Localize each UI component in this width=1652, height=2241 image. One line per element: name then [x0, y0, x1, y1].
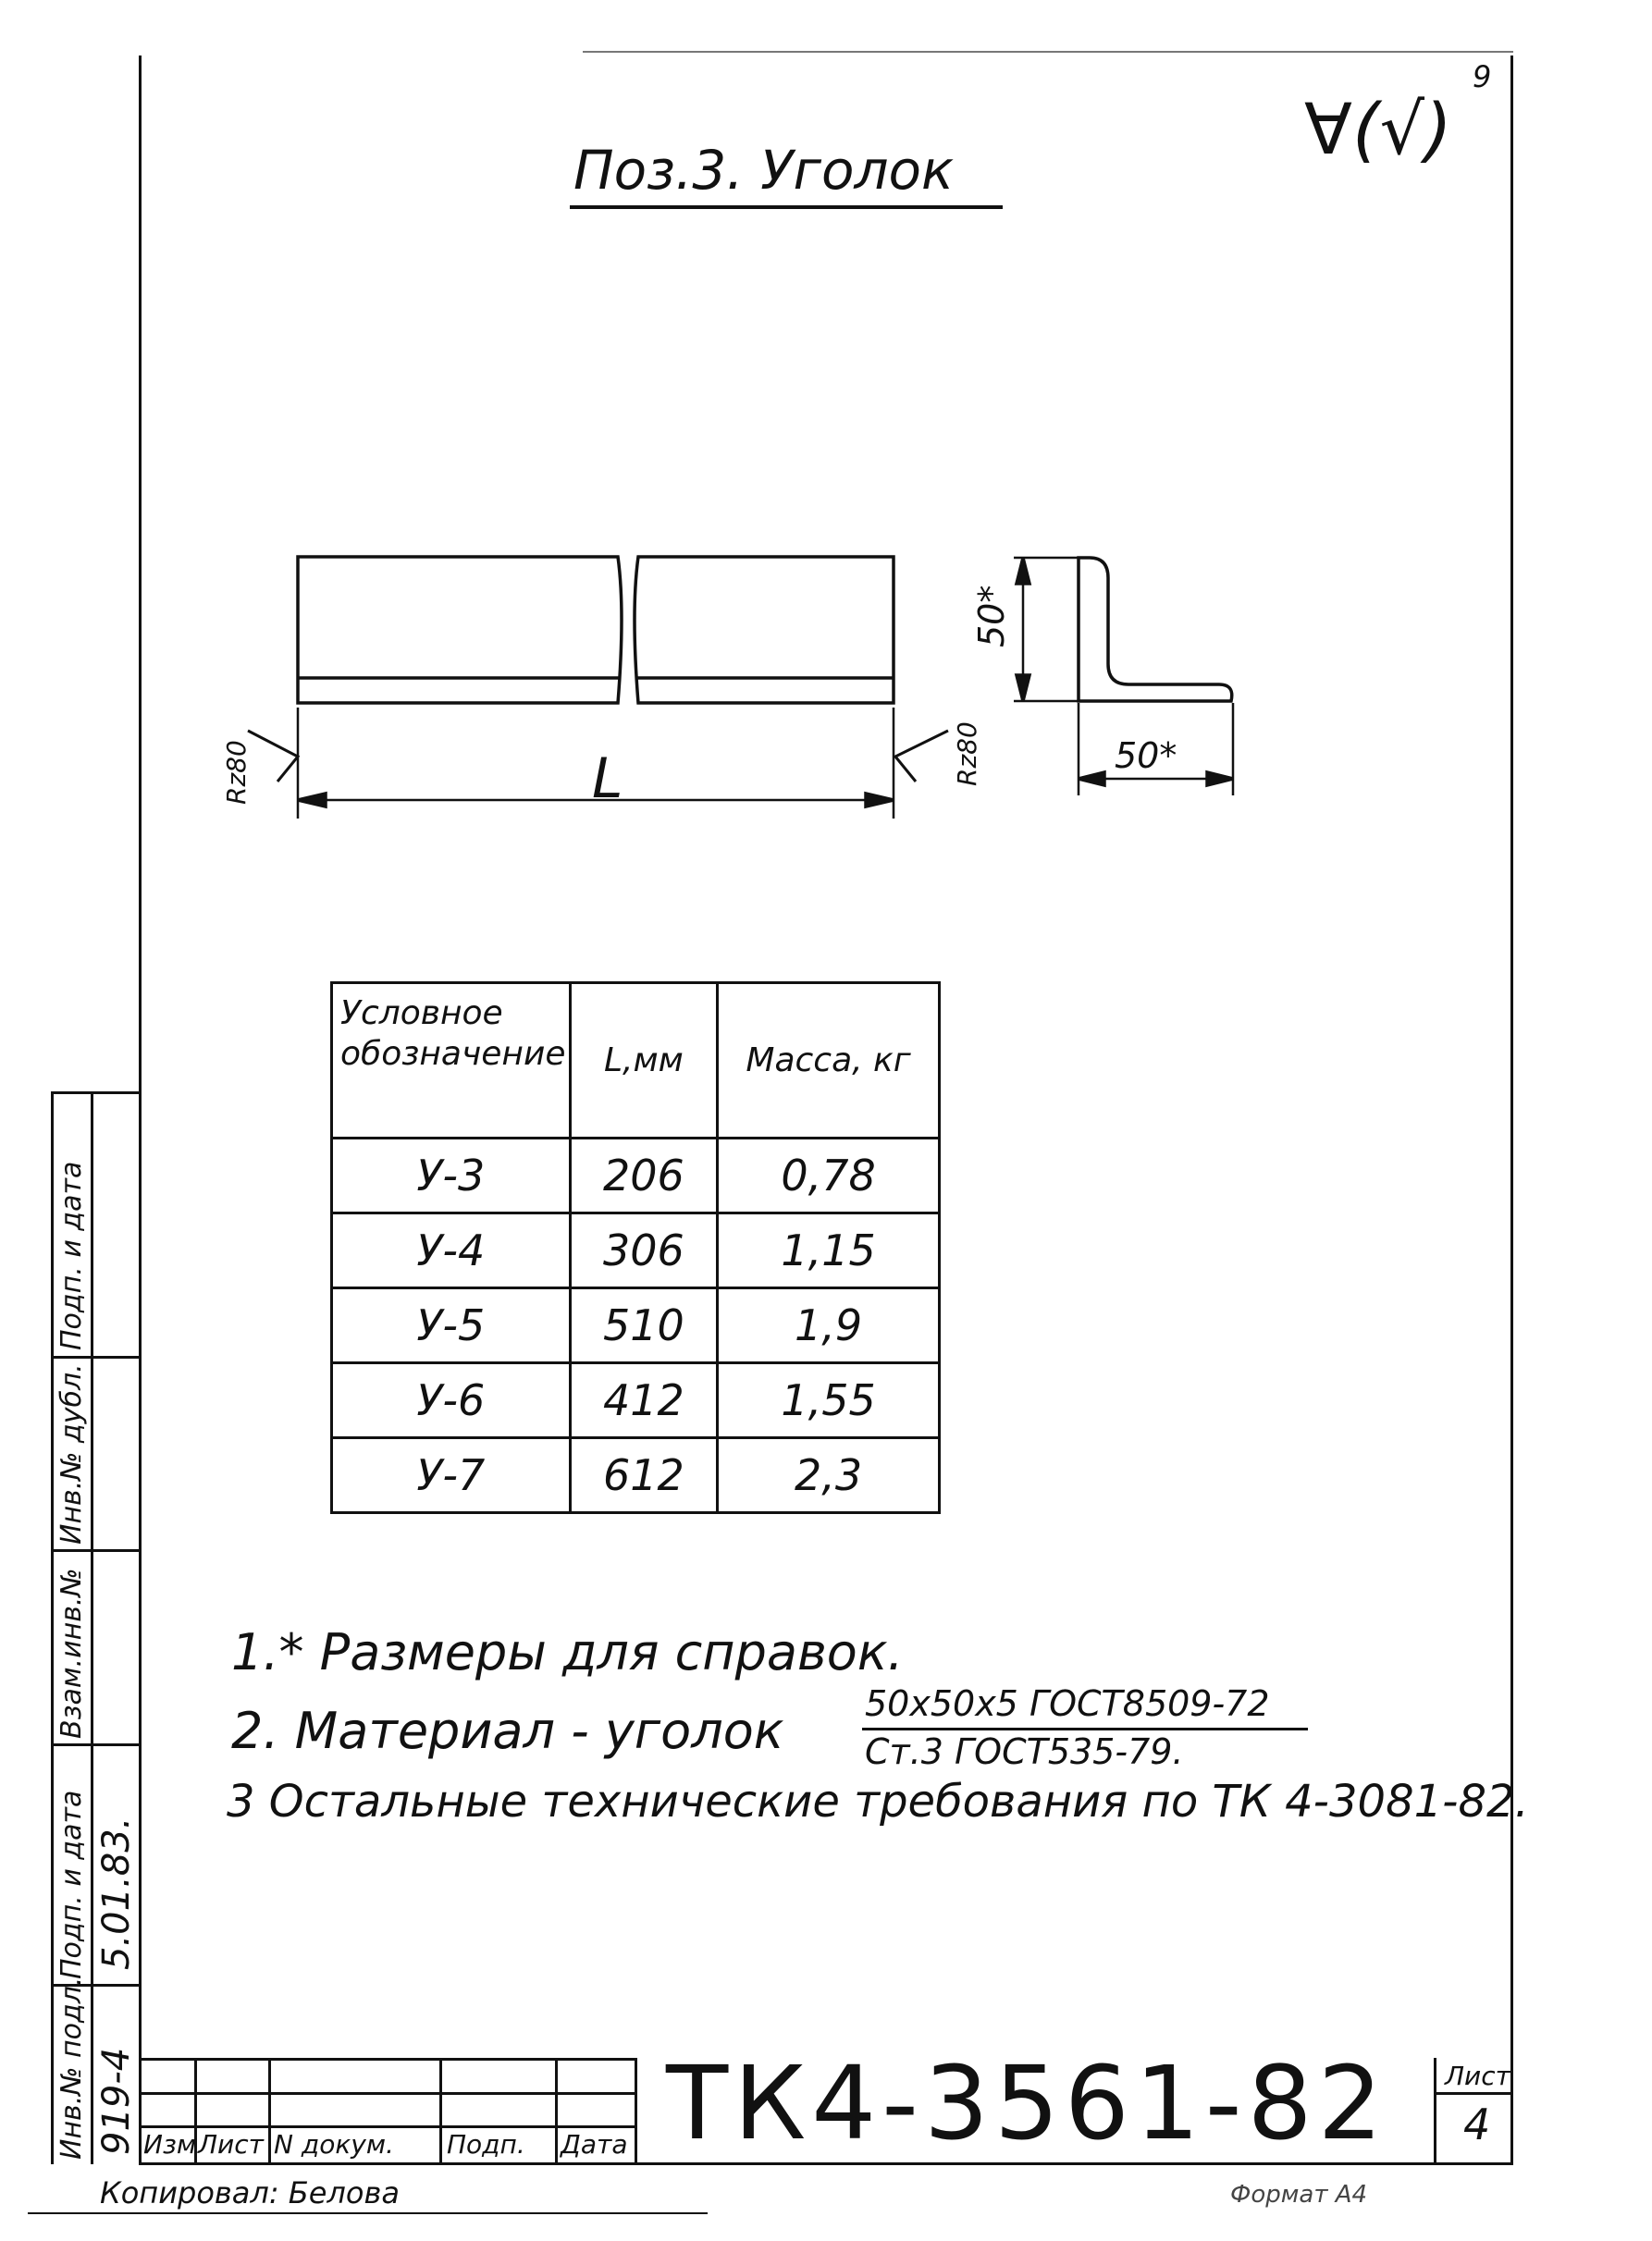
copied-by: Копировал: Белова [100, 2175, 400, 2210]
table-header-row [332, 983, 940, 1139]
header-mass: Масса, кг [718, 983, 940, 1139]
roughness-right: Rz80 [952, 721, 982, 786]
length-label: L [592, 746, 623, 811]
side-label-podp-data-1: Подп. и дата [55, 1790, 88, 1979]
spec-table [330, 981, 941, 1500]
side-label-inv-podl: Инв.№ подл. [55, 1976, 88, 2160]
table-row [332, 1288, 940, 1363]
tb-col-list: Лист [198, 2129, 264, 2160]
cell-length: 510 [570, 1288, 717, 1363]
side-value-date: 5.01.83. [95, 1816, 138, 1970]
tb-col-izm: Изм [143, 2129, 196, 2160]
document-code: ТК4-3561-82 [666, 2044, 1388, 2162]
side-label-inv-dubl: Инв.№ дубл. [55, 1363, 88, 1545]
note-2-fraction-line [862, 1728, 1308, 1730]
note-2-denominator: Ст.3 ГОСТ535-79. [865, 1731, 1184, 1772]
note-2-prefix: 2. Материал - уголок [231, 1702, 784, 1760]
cell-designation: У-5 [332, 1288, 571, 1363]
header-designation: Условное обозначение [332, 983, 571, 1139]
header-length: L,мм [570, 983, 717, 1139]
tb-sheet-number: 4 [1463, 2099, 1491, 2149]
cell-designation: У-7 [332, 1438, 571, 1513]
note-2-numerator: 50x50x5 ГОСТ8509-72 [865, 1683, 1270, 1724]
cell-mass: 2,3 [718, 1438, 940, 1513]
page-title: Поз.3. Уголок [573, 139, 955, 202]
table-row [332, 1363, 940, 1438]
format-label: Формат А4 [1230, 2181, 1368, 2209]
width-dimension: 50* [1115, 735, 1177, 776]
frame-bottom [139, 2162, 1513, 2165]
corner-number: 9 [1473, 59, 1492, 94]
note-1: 1.* Размеры для справок. [231, 1623, 904, 1681]
roughness-left: Rz80 [221, 740, 252, 805]
cell-length: 306 [570, 1213, 717, 1288]
side-value-inv: 919-4 [95, 2047, 138, 2155]
roughness-symbol: ∀(√) [1304, 88, 1452, 170]
cell-mass: 0,78 [718, 1139, 940, 1213]
tb-col-data: Дата [561, 2129, 628, 2160]
table-row [332, 1438, 940, 1513]
tb-sheet-label: Лист [1445, 2061, 1510, 2091]
angle-drawing [0, 0, 1652, 925]
cell-designation: У-6 [332, 1363, 571, 1438]
tb-col-ndokum: N докум. [274, 2129, 394, 2160]
cell-mass: 1,55 [718, 1363, 940, 1438]
side-label-podp-data-2: Подп. и дата [55, 1161, 88, 1350]
tb-col-podp: Подп. [447, 2129, 525, 2160]
note-3: 3 Остальные технические требования по ТК 4-3081-82. [227, 1776, 1529, 1828]
cell-designation: У-4 [332, 1213, 571, 1288]
table-row [332, 1213, 940, 1288]
cell-mass: 1,15 [718, 1213, 940, 1288]
cell-length: 206 [570, 1139, 717, 1213]
cell-designation: У-3 [332, 1139, 571, 1213]
cell-length: 612 [570, 1438, 717, 1513]
height-dimension: 50* [971, 585, 1012, 647]
cell-length: 412 [570, 1363, 717, 1438]
table-row [332, 1139, 940, 1213]
side-label-vzam-inv: Взам.инв.№ [55, 1568, 88, 1739]
cell-mass: 1,9 [718, 1288, 940, 1363]
copied-underline [28, 2212, 708, 2214]
